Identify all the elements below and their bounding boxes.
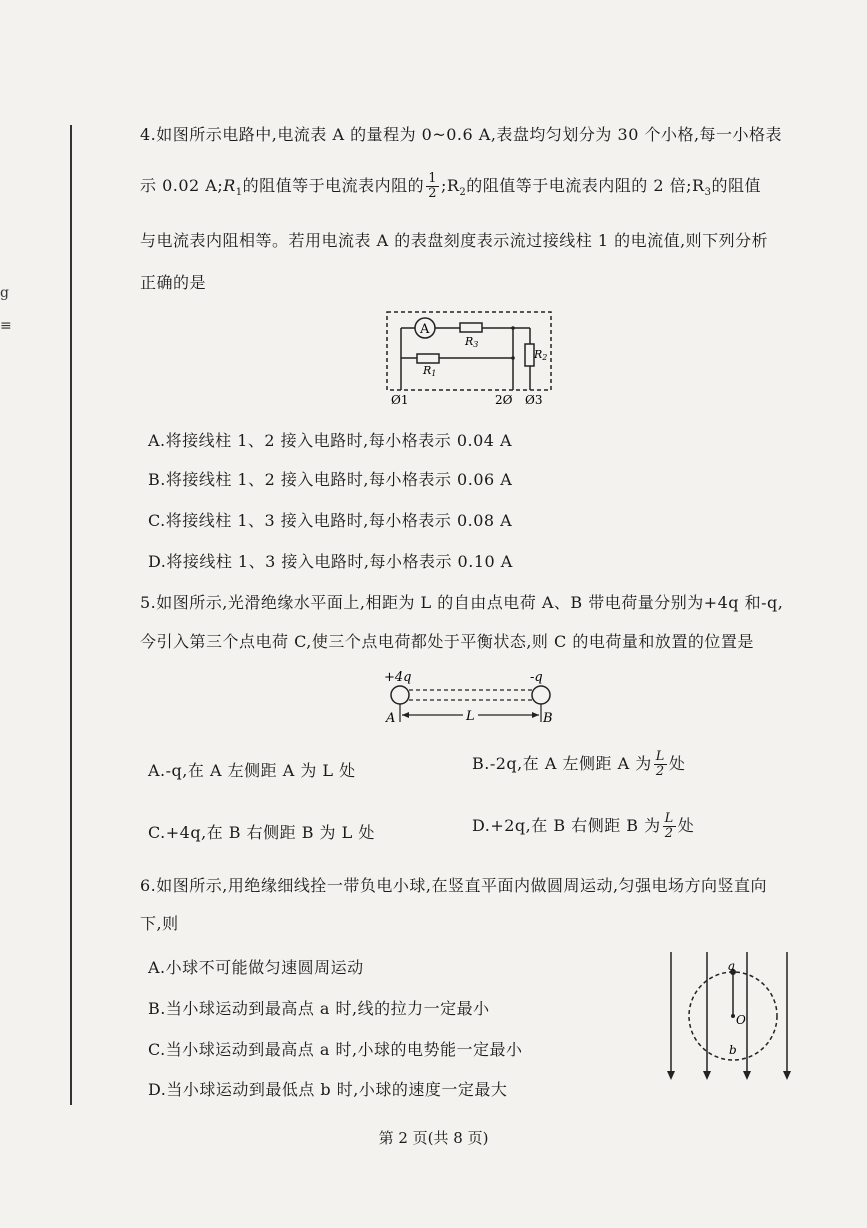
point-a-label: a <box>728 959 736 973</box>
charge-b-ball <box>532 686 550 704</box>
point-o-label: O <box>736 1013 746 1027</box>
label-b: B <box>543 711 553 726</box>
q4-circuit-diagram <box>385 308 555 408</box>
label-a: A <box>386 711 396 726</box>
resistor-r1 <box>417 354 439 363</box>
q6-stem-line1: 6.如图所示,用绝缘细线拴一带负电小球,在竖直平面内做圆周运动,匀强电场方向竖直向 <box>140 876 768 895</box>
ammeter-label: A <box>420 322 430 337</box>
q5-stem-line1: 5.如图所示,光滑绝缘水平面上,相距为 L 的自由点电荷 A、B 带电荷量分别为+4q 和-q, <box>140 593 784 612</box>
terminal-2-label: 2Ø <box>495 393 513 407</box>
q5-option-c: C.+4q,在 B 右侧距 B 为 L 处 <box>148 823 375 842</box>
r3-label: R3 <box>465 335 479 349</box>
q4-option-a: A.将接线柱 1、2 接入电路时,每小格表示 0.04 A <box>148 431 513 450</box>
page-footer: 第 2 页(共 8 页) <box>378 1129 489 1147</box>
q6-circular-motion-diagram <box>655 950 805 1085</box>
point-b-label: b <box>729 1043 737 1057</box>
q6-option-c: C.当小球运动到最高点 a 时,小球的电势能一定最小 <box>148 1040 523 1059</box>
q5-option-d: D.+2q,在 B 右侧距 B 为 $\frac{L}{2}$ 处 <box>472 811 695 841</box>
q6-option-a: A.小球不可能做匀速圆周运动 <box>148 958 364 977</box>
q6-option-d: D.当小球运动到最低点 b 时,小球的速度一定最大 <box>148 1080 508 1099</box>
q4-option-c: C.将接线柱 1、3 接入电路时,每小格表示 0.08 A <box>148 511 513 530</box>
binding-margin-line <box>70 125 72 1105</box>
fraction-l-over-2: $\frac{L}{2}$ <box>655 749 665 779</box>
resistor-r2 <box>525 344 534 366</box>
r1-label: R1 <box>423 364 437 378</box>
q6-stem-line2: 下,则 <box>140 914 179 933</box>
distance-label: L <box>466 709 475 724</box>
q5-charges-diagram <box>378 668 568 728</box>
charge-a-ball <box>391 686 409 704</box>
q4-stem-line4: 正确的是 <box>140 273 207 292</box>
q4-stem-line1: 4.如图所示电路中,电流表 A 的量程为 0~0.6 A,表盘均匀划分为 30 个小格,每一小格表 <box>140 125 783 144</box>
q4-option-d: D.将接线柱 1、3 接入电路时,每小格表示 0.10 A <box>148 552 513 571</box>
fraction-l-over-2: $\frac{L}{2}$ <box>664 811 674 841</box>
q6-option-b: B.当小球运动到最高点 a 时,线的拉力一定最小 <box>148 999 490 1018</box>
q4-option-b: B.将接线柱 1、2 接入电路时,每小格表示 0.06 A <box>148 470 513 489</box>
charge-b-value: -q <box>530 670 543 685</box>
q4-stem-line2: 示 0.02 $A;R_1$的阻值等于电流表内阻的 $\frac{1}{2}$ $;R_2$的阻值等于电流表内阻的 2 倍$;R_3$的阻值 <box>140 171 761 201</box>
fraction-one-half: $\frac{1}{2}$ <box>428 171 437 201</box>
q4-stem-line3: 与电流表内阻相等。若用电流表 A 的表盘刻度表示流过接线柱 1 的电流值,则下列分析 <box>140 231 769 250</box>
q5-stem-line2: 今引入第三个点电荷 C,使三个点电荷都处于平衡状态,则 C 的电荷量和放置的位置是 <box>140 632 754 651</box>
terminal-1-label: Ø1 <box>391 393 409 407</box>
margin-mark: ≡ <box>0 318 12 334</box>
terminal-3-label: Ø3 <box>525 393 543 407</box>
charge-a-value: +4q <box>384 670 412 685</box>
r2-label: R2 <box>534 348 548 362</box>
q5-option-a: A.-q,在 A 左侧距 A 为 L 处 <box>148 761 356 780</box>
q5-option-b: B.-2q,在 A 左侧距 A 为 $\frac{L}{2}$ 处 <box>472 749 686 779</box>
resistor-r3 <box>460 323 482 332</box>
margin-mark: g <box>0 285 9 301</box>
